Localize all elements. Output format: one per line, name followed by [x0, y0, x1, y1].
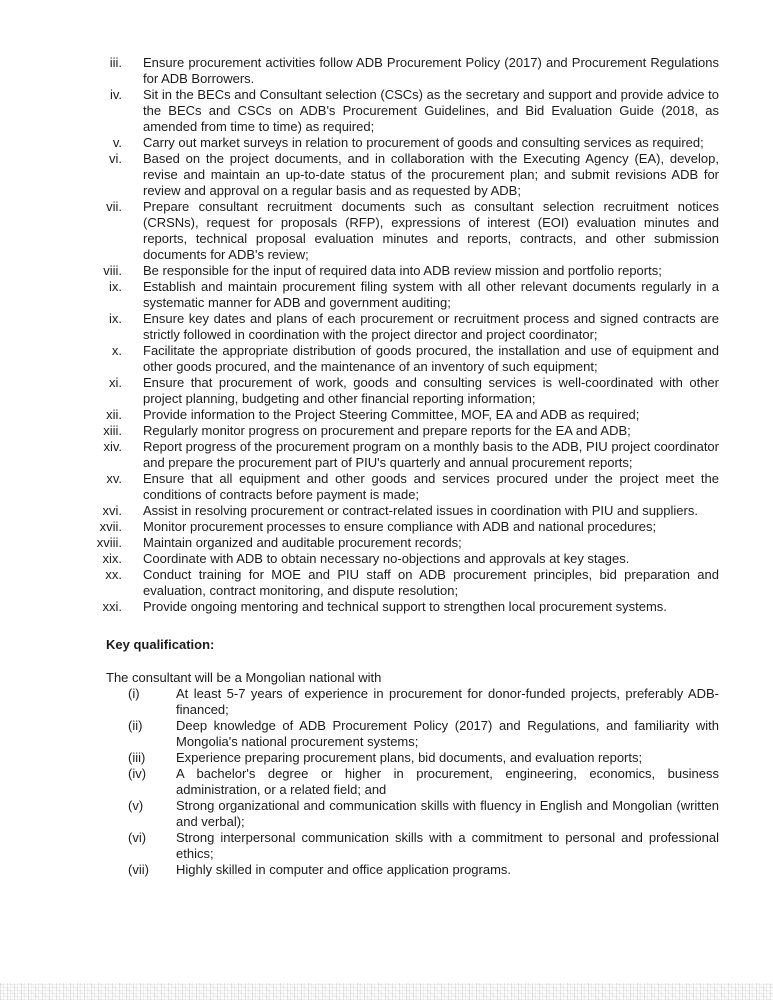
qualification-item	[0, 686, 719, 718]
duty-item-text: Regularly monitor progress on procurement and prepare reports for the EA and ADB;	[143, 423, 631, 438]
duty-item-text: Report progress of the procurement program on a monthly basis to the ADB, PIU project coordinator and prepare the procurement part of PIU's quarterly and annual procurement reports;	[143, 439, 719, 470]
qualification-item-marker: (iv)	[128, 766, 147, 781]
duty-item-text: Prepare consultant recruitment documents such as consultant selection recruitment notices (CRSNs), request for proposals (RFP), expressions of interest (EOI) evaluation minutes and reports, technical proposal evaluation minutes and reports, contracts, and other submission documents for ADB's review;	[143, 199, 719, 262]
duty-item-marker: xiv.	[103, 439, 122, 454]
qualification-item	[0, 718, 719, 750]
duty-item-marker: x.	[111, 343, 122, 358]
duty-item-marker: ix.	[109, 279, 122, 294]
duty-item-marker: iii.	[109, 55, 122, 70]
duty-item	[0, 55, 719, 87]
duty-item	[0, 471, 719, 503]
duty-item-text: Maintain organized and auditable procurement records;	[143, 535, 462, 550]
qualification-item-marker: (vi)	[128, 830, 147, 845]
duty-item	[0, 311, 719, 343]
duty-item	[0, 263, 719, 279]
qualification-item	[0, 750, 719, 766]
duty-item	[0, 407, 719, 423]
qualification-item-marker: (v)	[128, 798, 144, 813]
qualification-item	[0, 766, 719, 798]
duty-item	[0, 151, 719, 199]
duty-item-marker: viii.	[103, 263, 122, 278]
duty-item-marker: vi.	[109, 151, 122, 166]
duty-item-marker: xv.	[106, 471, 122, 486]
duty-item-marker: xxi.	[102, 599, 122, 614]
duty-item	[0, 503, 719, 519]
duty-item	[0, 423, 719, 439]
qualification-item-marker: (ii)	[128, 718, 143, 733]
duty-item-marker: v.	[112, 135, 122, 150]
duty-item	[0, 135, 719, 151]
duty-item-marker: xviii.	[96, 535, 122, 550]
duty-item-marker: iv.	[109, 87, 122, 102]
duty-item-marker: xi.	[109, 375, 122, 390]
duty-item-text: Assist in resolving procurement or contract-related issues in coordination with PIU and suppliers.	[143, 503, 698, 518]
duty-item-marker: xvi.	[102, 503, 122, 518]
duty-item-text: Conduct training for MOE and PIU staff on ADB procurement principles, bid preparation and evaluation, contract monitoring, and dispute resolution;	[143, 567, 719, 598]
duty-item-marker: vii.	[106, 199, 122, 214]
qualification-item-marker: (i)	[128, 686, 140, 701]
duty-item	[0, 599, 719, 615]
duty-item-marker: ix.	[109, 311, 122, 326]
qualification-item-text: Deep knowledge of ADB Procurement Policy (2017) and Regulations, and familiarity with Mongolia's national procurement systems;	[176, 718, 719, 749]
duty-item-text: Ensure that all equipment and other goods and services procured under the project meet the conditions of contracts before payment is made;	[143, 471, 719, 502]
qualification-item-text: Experience preparing procurement plans, bid documents, and evaluation reports;	[176, 750, 643, 765]
duty-item-text: Provide ongoing mentoring and technical support to strengthen local procurement systems.	[143, 599, 667, 614]
duty-item-marker: xiii.	[103, 423, 122, 438]
duty-item-marker: xii.	[106, 407, 122, 422]
key-qualification-heading: Key qualification:	[106, 637, 215, 652]
scan-noise-band	[0, 983, 773, 1000]
duty-item-text: Ensure that procurement of work, goods and consulting services is well-coordinated with other project planning, budgeting and other financial reporting information;	[143, 375, 719, 406]
duty-item-marker: xvii.	[99, 519, 122, 534]
qualification-list	[0, 686, 719, 878]
duty-item-text: Coordinate with ADB to obtain necessary no-objections and approvals at key stages.	[143, 551, 630, 566]
duty-item-text: Facilitate the appropriate distribution of goods procured, the installation and use of equipment and other goods procured, and the maintenance of an inventory of such equipment;	[143, 343, 719, 374]
duty-item	[0, 343, 719, 375]
duty-item	[0, 519, 719, 535]
qualification-item-text: Strong interpersonal communication skills with a commitment to personal and professional ethics;	[176, 830, 719, 861]
duty-item	[0, 439, 719, 471]
qualification-item-text: Highly skilled in computer and office application programs.	[176, 862, 512, 877]
duty-item	[0, 567, 719, 599]
duty-item-text: Ensure key dates and plans of each procurement or recruitment process and signed contracts are strictly followed in coordination with the project director and project coordinator;	[143, 311, 719, 342]
qualification-item-marker: (vii)	[128, 862, 149, 877]
duty-item	[0, 375, 719, 407]
duty-item-text: Provide information to the Project Steering Committee, MOF, EA and ADB as required;	[143, 407, 640, 422]
duty-item-text: Be responsible for the input of required data into ADB review mission and portfolio reports;	[143, 263, 662, 278]
duty-item-text: Establish and maintain procurement filing system with all other relevant documents regularly in a systematic manner for ADB and government auditing;	[143, 279, 719, 310]
duty-item-marker: xx.	[105, 567, 122, 582]
qualification-item	[0, 798, 719, 830]
qualification-item-marker: (iii)	[128, 750, 146, 765]
duty-item-text: Sit in the BECs and Consultant selection (CSCs) as the secretary and support and provide advice to the BECs and CSCs on ADB's Procurement Guidelines, and Bid Evaluation Guide (2018, as amended from time to time) as required;	[143, 87, 719, 134]
duty-item	[0, 279, 719, 311]
duty-item-text: Based on the project documents, and in collaboration with the Executing Agency (EA), develop, revise and maintain an up-to-date status of the procurement plan; and submit revisions ADB for review and approval on a regular basis and as requested by ADB;	[143, 151, 719, 198]
duty-item-text: Ensure procurement activities follow ADB Procurement Policy (2017) and Procurement Regulations for ADB Borrowers.	[143, 55, 719, 86]
duty-item	[0, 535, 719, 551]
duty-item	[0, 199, 719, 263]
duties-list	[0, 55, 719, 615]
duty-item-text: Carry out market surveys in relation to procurement of goods and consulting services as required;	[143, 135, 704, 150]
qualification-item-text: At least 5-7 years of experience in procurement for donor-funded projects, preferably ADB-financed;	[176, 686, 719, 717]
qualification-item-text: Strong organizational and communication skills with fluency in English and Mongolian (written and verbal);	[176, 798, 719, 829]
qualification-item	[0, 862, 719, 878]
duty-item	[0, 551, 719, 567]
qualification-item-text: A bachelor's degree or higher in procurement, engineering, economics, business administration, or a related field; and	[176, 766, 719, 797]
duty-item	[0, 87, 719, 135]
duty-item-marker: xix.	[102, 551, 122, 566]
duty-item-text: Monitor procurement processes to ensure compliance with ADB and national procedures;	[143, 519, 657, 534]
qualification-item	[0, 830, 719, 862]
qualification-intro: The consultant will be a Mongolian national with	[106, 670, 382, 685]
